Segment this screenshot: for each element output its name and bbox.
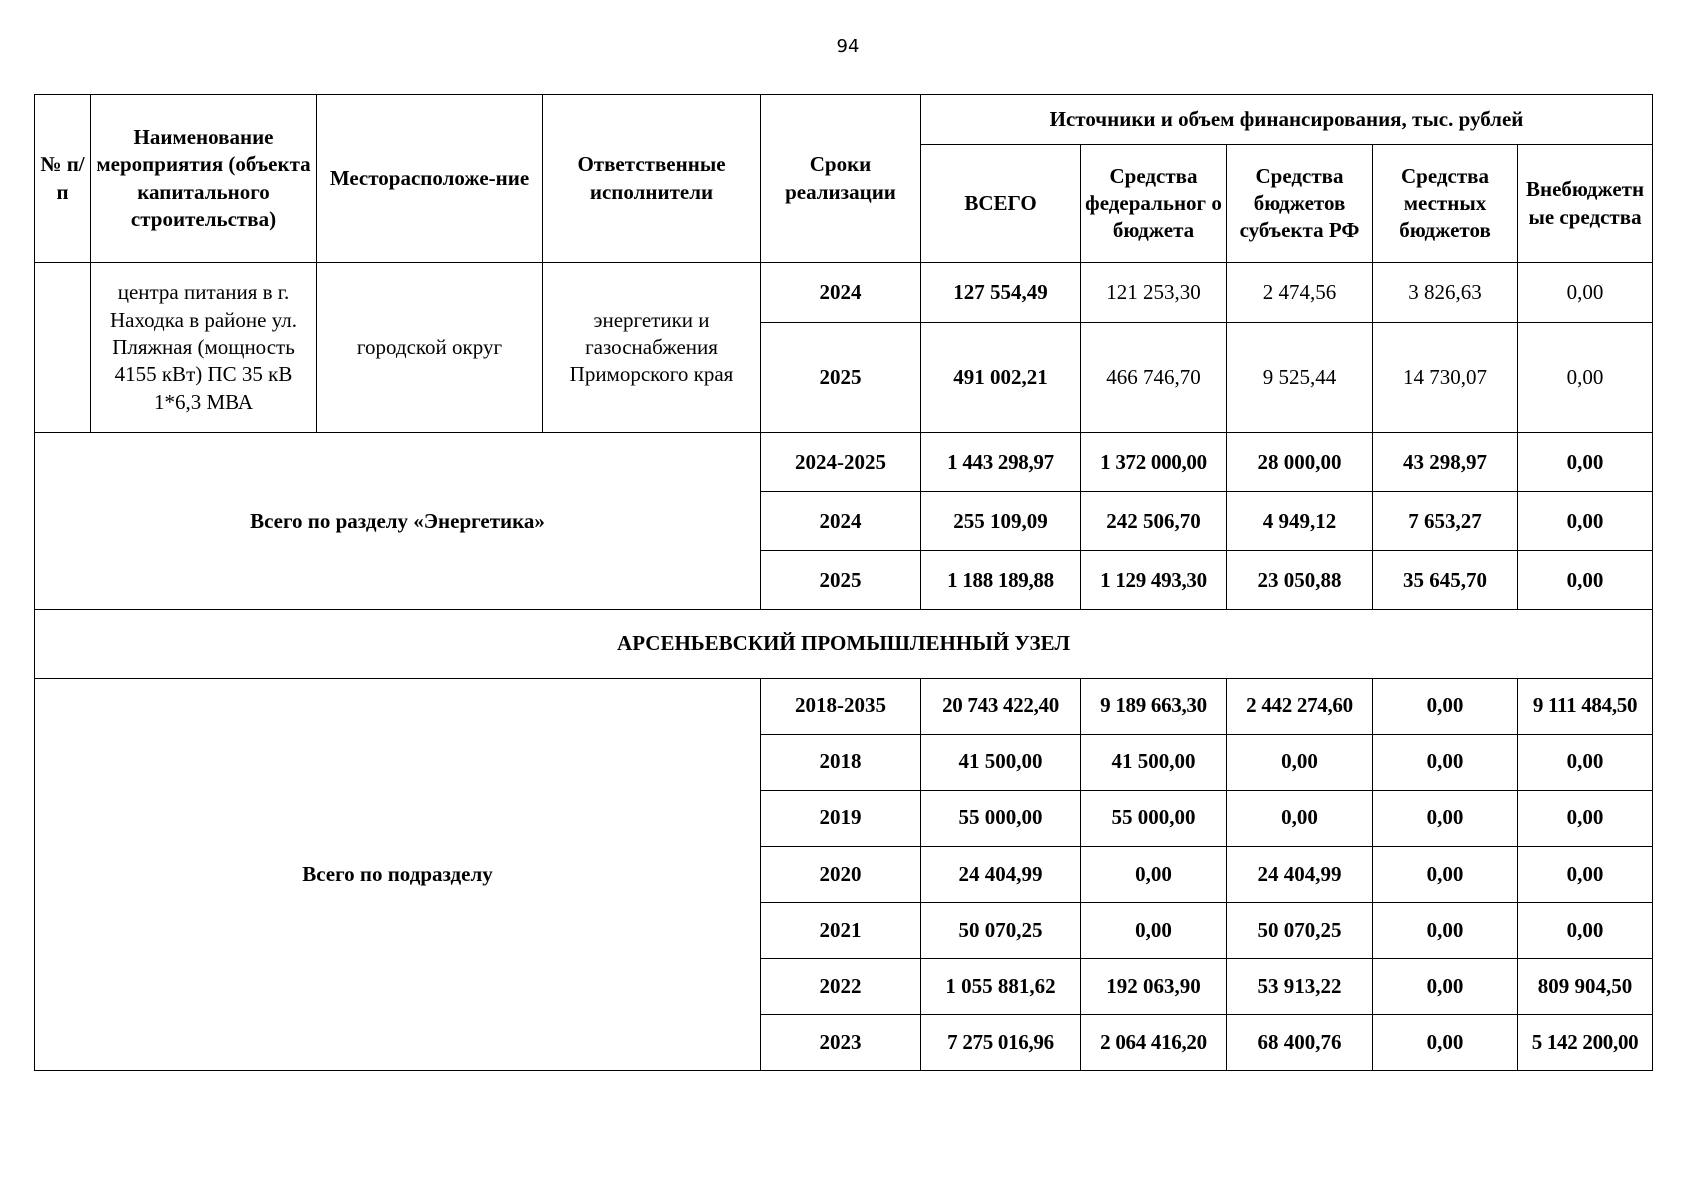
- header-sources: Источники и объем финансирования, тыс. рублей: [921, 95, 1653, 145]
- subsection-year: 2018-2035: [761, 678, 921, 734]
- header-subject: Средства бюджетов субъекта РФ: [1227, 145, 1373, 263]
- object-local: 14 730,07: [1373, 323, 1518, 433]
- subsection-total: 55 000,00: [921, 790, 1081, 846]
- energy-local: 7 653,27: [1373, 492, 1518, 551]
- subsection-year: 2019: [761, 790, 921, 846]
- subsection-extra: 0,00: [1518, 790, 1653, 846]
- subsection-federal: 2 064 416,20: [1081, 1014, 1227, 1070]
- object-name: центра питания в г. Находка в районе ул. Пляжная (мощность 4155 кВт) ПС 35 кВ 1*6,3 МВА: [91, 263, 317, 433]
- subsection-total: 50 070,25: [921, 902, 1081, 958]
- header-name: Наименование мероприятия (объекта капитального строительства): [91, 95, 317, 263]
- object-executors: энергетики и газоснабжения Приморского края: [543, 263, 761, 433]
- header-extra: Внебюджетн ые средства: [1518, 145, 1653, 263]
- subsection-federal: 41 500,00: [1081, 734, 1227, 790]
- object-subject: 9 525,44: [1227, 323, 1373, 433]
- subsection-subject: 0,00: [1227, 734, 1373, 790]
- subsection-year: 2018: [761, 734, 921, 790]
- subsection-total-row: [35, 678, 1653, 734]
- section-title: АРСЕНЬЕВСКИЙ ПРОМЫШЛЕННЫЙ УЗЕЛ: [35, 610, 1653, 678]
- subsection-local: 0,00: [1373, 734, 1518, 790]
- subsection-subject: 24 404,99: [1227, 846, 1373, 902]
- subsection-extra: 809 904,50: [1518, 958, 1653, 1014]
- subsection-subject: 2 442 274,60: [1227, 678, 1373, 734]
- object-total: 127 554,49: [921, 263, 1081, 323]
- energy-year: 2024-2025: [761, 433, 921, 492]
- object-federal: 466 746,70: [1081, 323, 1227, 433]
- subsection-federal: 192 063,90: [1081, 958, 1227, 1014]
- subsection-extra: 0,00: [1518, 734, 1653, 790]
- subsection-year: 2023: [761, 1014, 921, 1070]
- financing-table: [34, 94, 1653, 1071]
- subsection-local: 0,00: [1373, 1014, 1518, 1070]
- subsection-total: 1 055 881,62: [921, 958, 1081, 1014]
- subsection-subject: 53 913,22: [1227, 958, 1373, 1014]
- energy-extra: 0,00: [1518, 492, 1653, 551]
- energy-federal: 1 129 493,30: [1081, 551, 1227, 610]
- header-executors: Ответственные исполнители: [543, 95, 761, 263]
- subsection-federal: 0,00: [1081, 846, 1227, 902]
- energy-total: 255 109,09: [921, 492, 1081, 551]
- energy-year: 2024: [761, 492, 921, 551]
- header-federal: Средства федеральног о бюджета: [1081, 145, 1227, 263]
- energy-total: 1 188 189,88: [921, 551, 1081, 610]
- subsection-total: 7 275 016,96: [921, 1014, 1081, 1070]
- object-year: 2025: [761, 323, 921, 433]
- object-extra: 0,00: [1518, 263, 1653, 323]
- energy-local: 43 298,97: [1373, 433, 1518, 492]
- energy-total-label: Всего по разделу «Энергетика»: [35, 433, 761, 610]
- header-period: Сроки реализации: [761, 95, 921, 263]
- page-number: 94: [836, 36, 860, 57]
- subsection-extra: 9 111 484,50: [1518, 678, 1653, 734]
- energy-total-row: [35, 433, 1653, 492]
- object-extra: 0,00: [1518, 323, 1653, 433]
- subsection-subject: 68 400,76: [1227, 1014, 1373, 1070]
- subsection-extra: 0,00: [1518, 902, 1653, 958]
- subsection-year: 2021: [761, 902, 921, 958]
- section-title-row: [35, 610, 1653, 678]
- subsection-total: 41 500,00: [921, 734, 1081, 790]
- subsection-year: 2020: [761, 846, 921, 902]
- energy-federal: 1 372 000,00: [1081, 433, 1227, 492]
- header-num: № п/п: [35, 95, 91, 263]
- subsection-total: 24 404,99: [921, 846, 1081, 902]
- subsection-local: 0,00: [1373, 846, 1518, 902]
- energy-year: 2025: [761, 551, 921, 610]
- object-subject: 2 474,56: [1227, 263, 1373, 323]
- object-federal: 121 253,30: [1081, 263, 1227, 323]
- subsection-extra: 0,00: [1518, 846, 1653, 902]
- object-row-2024: [35, 263, 1653, 323]
- object-num-cell: [35, 263, 91, 433]
- subsection-local: 0,00: [1373, 958, 1518, 1014]
- subsection-local: 0,00: [1373, 790, 1518, 846]
- energy-local: 35 645,70: [1373, 551, 1518, 610]
- subsection-local: 0,00: [1373, 902, 1518, 958]
- subsection-total-label: Всего по подразделу: [35, 678, 761, 1070]
- energy-subject: 28 000,00: [1227, 433, 1373, 492]
- object-year: 2024: [761, 263, 921, 323]
- subsection-federal: 0,00: [1081, 902, 1227, 958]
- energy-total: 1 443 298,97: [921, 433, 1081, 492]
- subsection-federal: 55 000,00: [1081, 790, 1227, 846]
- subsection-subject: 0,00: [1227, 790, 1373, 846]
- subsection-total: 20 743 422,40: [921, 678, 1081, 734]
- energy-extra: 0,00: [1518, 551, 1653, 610]
- header-location: Месторасположе-ние: [317, 95, 543, 263]
- header-total: ВСЕГО: [921, 145, 1081, 263]
- energy-federal: 242 506,70: [1081, 492, 1227, 551]
- object-location: городской округ: [317, 263, 543, 433]
- subsection-extra: 5 142 200,00: [1518, 1014, 1653, 1070]
- header-local: Средства местных бюджетов: [1373, 145, 1518, 263]
- header-row-1: [35, 95, 1653, 145]
- subsection-subject: 50 070,25: [1227, 902, 1373, 958]
- subsection-local: 0,00: [1373, 678, 1518, 734]
- energy-subject: 4 949,12: [1227, 492, 1373, 551]
- energy-subject: 23 050,88: [1227, 551, 1373, 610]
- object-total: 491 002,21: [921, 323, 1081, 433]
- object-local: 3 826,63: [1373, 263, 1518, 323]
- subsection-federal: 9 189 663,30: [1081, 678, 1227, 734]
- subsection-year: 2022: [761, 958, 921, 1014]
- energy-extra: 0,00: [1518, 433, 1653, 492]
